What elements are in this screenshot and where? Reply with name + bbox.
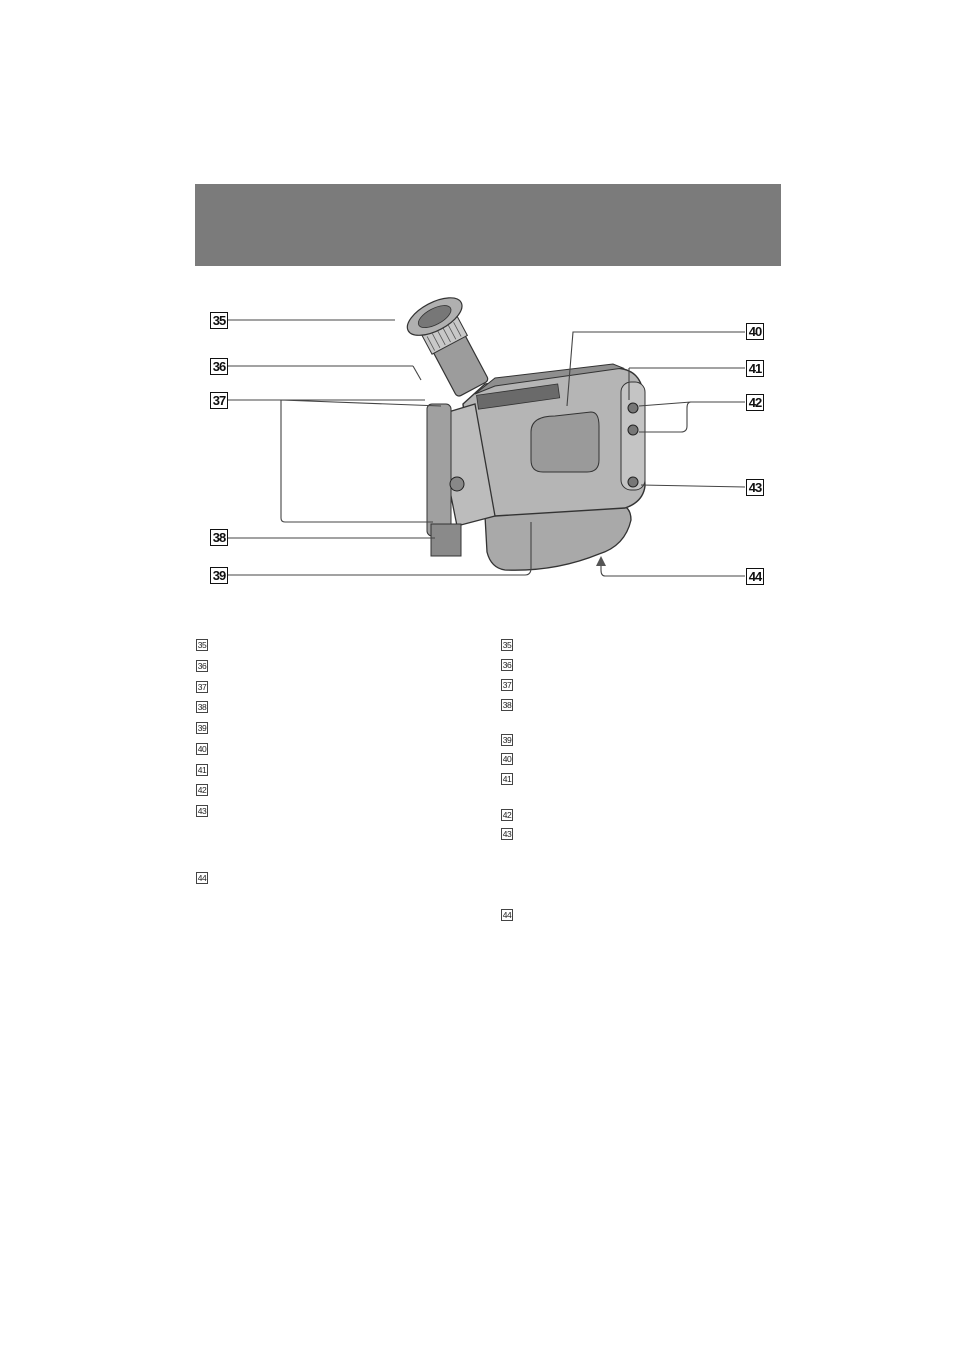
header-banner: [195, 184, 781, 266]
camcorder-illustration: [195, 276, 781, 596]
list-left-item: 38: [197, 702, 207, 712]
list-right-item: 42: [502, 810, 512, 820]
list-right-item: 35: [502, 640, 512, 650]
callout-35: 35: [210, 312, 228, 329]
list-right-item: 39: [502, 735, 512, 745]
callout-36: 36: [210, 358, 228, 375]
list-left-item: 40: [197, 744, 207, 754]
switch-block: [431, 524, 461, 556]
list-left-item: 42: [197, 785, 207, 795]
list-right-item: 36: [502, 660, 512, 670]
arrow-44: [596, 556, 606, 566]
list-left-item: 43: [197, 806, 207, 816]
camcorder-drawing: [195, 276, 781, 596]
list-right-item: 41: [502, 774, 512, 784]
side-panel-recess: [531, 412, 599, 472]
callout-39: 39: [210, 567, 228, 584]
list-left-item: 36: [197, 661, 207, 671]
callout-40: 40: [746, 323, 764, 340]
control-dial: [450, 477, 464, 491]
list-left-item: 44: [197, 873, 207, 883]
jack-panel: [621, 382, 645, 490]
list-right-item: 40: [502, 754, 512, 764]
callout-43: 43: [746, 479, 764, 496]
list-left-item: 37: [197, 682, 207, 692]
jack-top: [628, 403, 638, 413]
jack-middle: [628, 425, 638, 435]
callout-42: 42: [746, 394, 764, 411]
callout-37: 37: [210, 392, 228, 409]
list-left-item: 41: [197, 765, 207, 775]
list-right-item: 44: [502, 910, 512, 920]
list-left-item: 35: [197, 640, 207, 650]
list-right-item: 37: [502, 680, 512, 690]
list-left-item: 39: [197, 723, 207, 733]
list-right-item: 43: [502, 829, 512, 839]
jack-bottom: [628, 477, 638, 487]
callout-38: 38: [210, 529, 228, 546]
list-right-item: 38: [502, 700, 512, 710]
callout-41: 41: [746, 360, 764, 377]
side-strap: [427, 404, 451, 536]
callout-44: 44: [746, 568, 764, 585]
